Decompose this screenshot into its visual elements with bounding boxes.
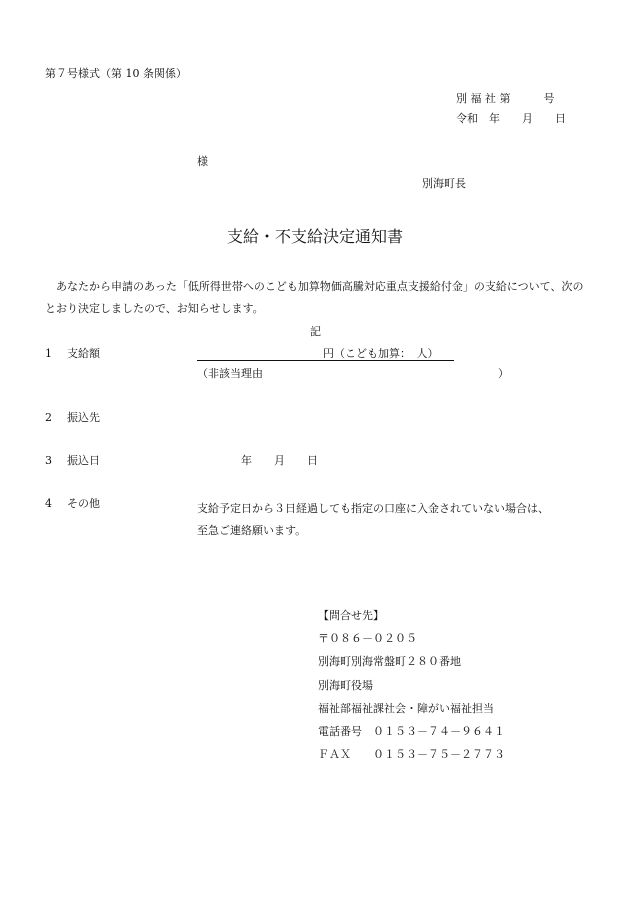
other-notice-line-1: 支給予定日から３日経過しても指定の口座に入金されていない場合は、 xyxy=(197,502,549,515)
document-title: 支給・不支給決定通知書 xyxy=(226,227,403,246)
item-number-1: 1 xyxy=(45,347,52,360)
contact-address: 別海町別海常盤町２８０番地 xyxy=(318,655,461,669)
contact-postal-code: 〒０８６－０２０５ xyxy=(318,632,417,646)
item-label-payment-amount: 支給額 xyxy=(67,347,100,360)
other-notice xyxy=(197,498,597,542)
non-eligibility-reason-close: ） xyxy=(498,367,509,380)
contact-department: 福祉部福祉課社会・障がい福祉担当 xyxy=(318,701,494,715)
sender-name: 別海町長 xyxy=(422,177,466,190)
non-eligibility-reason-label: （非該当理由 xyxy=(197,367,263,380)
issue-date: 令和 年 月 日 xyxy=(456,112,566,125)
transfer-date: 年 月 日 xyxy=(241,454,318,467)
item-label-other: その他 xyxy=(67,497,100,510)
recipient-honorific: 様 xyxy=(197,155,208,168)
reference-number: 別 福 社 第 号 xyxy=(456,92,555,105)
ki-heading: 記 xyxy=(310,325,321,338)
item-number-3: 3 xyxy=(45,454,52,467)
item-number-2: 2 xyxy=(45,411,52,424)
contact-heading: 【問合せ先】 xyxy=(318,609,384,622)
other-notice-line-2: 至急ご連絡願います。 xyxy=(197,524,307,537)
contact-fax: ＦＡＸ ０１５３－７５－２７７３ xyxy=(318,748,505,762)
contact-office: 別海町役場 xyxy=(318,678,373,692)
form-number: 第７号様式（第 10 条関係） xyxy=(45,67,187,80)
contact-block xyxy=(318,604,578,766)
item-label-transfer-destination: 振込先 xyxy=(67,411,100,424)
item-number-4: 4 xyxy=(45,497,52,510)
contact-phone: 電話番号 ０１５３－７４－９６４１ xyxy=(318,725,505,739)
amount-unit: 円（こども加算： 人） xyxy=(323,347,439,360)
body-paragraph: あなたから申請のあった「低所得世帯へのこども加算物価高騰対応重点支援給付金」の支給について、次のとおり決定しましたので、お知らせします。 xyxy=(45,280,584,315)
item-label-transfer-date: 振込日 xyxy=(67,454,100,467)
